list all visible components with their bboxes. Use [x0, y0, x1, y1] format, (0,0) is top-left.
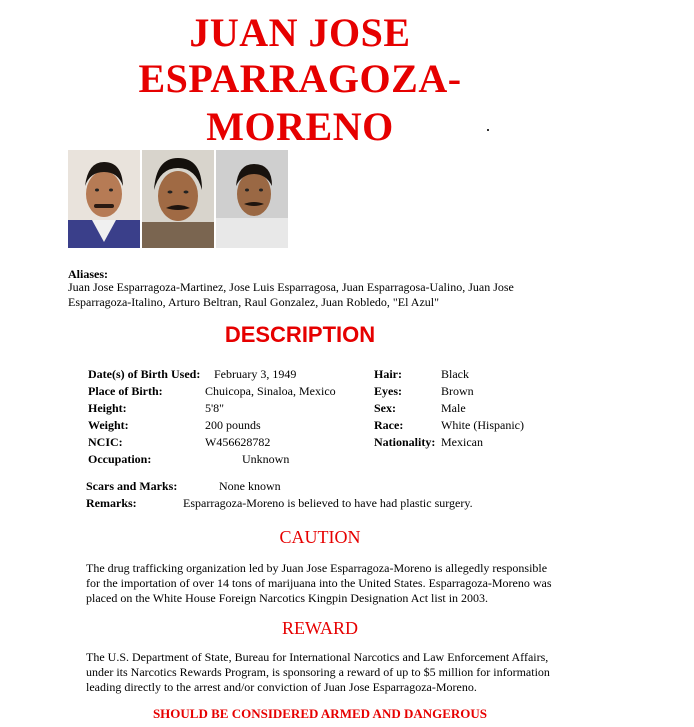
eyes-value: Brown — [441, 384, 474, 398]
aliases-label: Aliases: — [68, 267, 108, 281]
ncic-label: NCIC: — [88, 435, 123, 449]
dob-value: February 3, 1949 — [214, 367, 297, 381]
reward-line-1: The U.S. Department of State, Bureau for International Narcotics and Law Enforcement Affairs, — [86, 650, 549, 664]
armed-dangerous-warning: SHOULD BE CONSIDERED ARMED AND DANGEROUS — [152, 706, 488, 721]
aliases-text — [68, 280, 538, 310]
photo-2 — [142, 150, 214, 248]
photo-3 — [216, 150, 288, 248]
occupation-label: Occupation: — [88, 452, 152, 466]
aliases-line-2: Esparragoza-Italino, Arturo Beltran, Raul Gonzalez, Juan Robledo, "El Azul" — [68, 295, 440, 309]
height-value: 5'8" — [205, 401, 225, 415]
hair-label: Hair: — [374, 367, 402, 381]
title-line-1: JUAN JOSE — [189, 10, 411, 55]
race-value: White (Hispanic) — [441, 418, 524, 432]
description-heading: DESCRIPTION — [224, 322, 376, 347]
weight-label: Weight: — [88, 418, 129, 432]
title-line-2: ESPARRAGOZA- — [138, 56, 462, 101]
occupation-value: Unknown — [242, 452, 290, 466]
race-label: Race: — [374, 418, 404, 432]
sex-value: Male — [441, 401, 466, 415]
caution-line-2: for the importation of over 14 tons of marijuana into the United States. Esparragoza-Moreno was — [86, 576, 552, 590]
ncic-value: W456628782 — [205, 435, 271, 449]
reward-paragraph — [86, 650, 576, 695]
eyes-label: Eyes: — [374, 384, 402, 398]
sex-label: Sex: — [374, 401, 396, 415]
birthplace-value: Chuicopa, Sinaloa, Mexico — [205, 384, 336, 398]
caution-line-3: placed on the White House Foreign Narcotics Kingpin Designation Act list in 2003. — [86, 591, 489, 605]
photo-1 — [68, 150, 140, 248]
birthplace-label: Place of Birth: — [88, 384, 163, 398]
reward-heading: REWARD — [282, 618, 358, 638]
scars-label: Scars and Marks: — [86, 479, 178, 493]
remarks-label: Remarks: — [86, 496, 137, 510]
nationality-label: Nationality: — [374, 435, 436, 449]
caution-heading: CAUTION — [279, 527, 361, 547]
reward-line-2: under its Narcotics Rewards Program, is sponsoring a reward of up to $5 million for information — [86, 665, 550, 679]
caution-paragraph — [86, 561, 576, 606]
stray-mark — [487, 129, 489, 131]
hair-value: Black — [441, 367, 469, 381]
title-line-3: MORENO — [206, 104, 394, 149]
remarks-value: Esparragoza-Moreno is believed to have had plastic surgery. — [183, 496, 473, 510]
weight-value: 200 pounds — [205, 418, 261, 432]
scars-value: None known — [219, 479, 281, 493]
caution-line-1: The drug trafficking organization led by Juan Jose Esparragoza-Moreno is allegedly responsible — [86, 561, 548, 575]
height-label: Height: — [88, 401, 127, 415]
nationality-value: Mexican — [441, 435, 483, 449]
reward-line-3: leading directly to the arrest and/or conviction of Juan Jose Esparragoza-Moreno. — [86, 680, 477, 694]
dob-label: Date(s) of Birth Used: — [88, 367, 201, 381]
aliases-line-1: Juan Jose Esparragoza-Martinez, Jose Luis Esparragosa, Juan Esparragosa-Ualino, Juan Jose — [68, 280, 514, 294]
